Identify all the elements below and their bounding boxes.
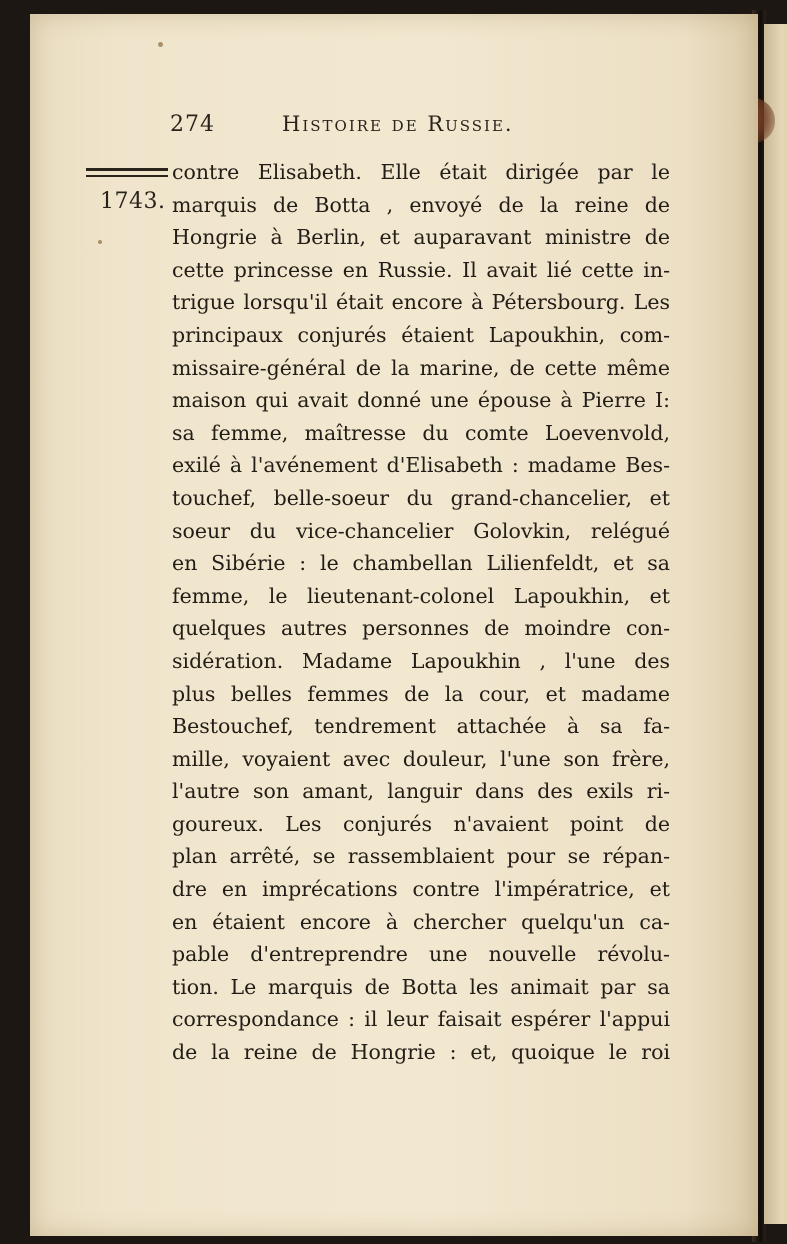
text-line: contre Elisabeth. Elle était dirigée par le (172, 160, 670, 184)
running-title: Histoire de Russie. (282, 112, 514, 136)
text-line: l'autre son amant, languir dans des exils ri- (172, 779, 670, 804)
text-line: maison qui avait donné une épouse à Pierre I: (172, 388, 670, 413)
text-line: cette princesse en Russie. Il avait lié cette in- (172, 257, 670, 282)
text-line: en Sibérie : le chambellan Lilienfeldt, et sa (172, 551, 670, 576)
text-line: trigue lorsqu'il était encore à Pétersbourg. Les (172, 290, 670, 315)
text-line: femme, le lieutenant-colonel Lapoukhin, et (172, 583, 670, 608)
body-text (172, 156, 670, 1069)
text-line: sa femme, maîtresse du comte Loevenvold, (172, 420, 670, 445)
text-line: marquis de Botta , envoyé de la reine de (172, 192, 670, 217)
text-line: exilé à l'avénement d'Elisabeth : madame Bes- (172, 453, 670, 478)
next-page-edge (764, 24, 787, 1224)
text-line: missaire-général de la marine, de cette même (172, 355, 670, 380)
text-line: plan arrêté, se rassemblaient pour se répan- (172, 844, 670, 869)
text-line: de la reine de Hongrie : et, quoique le roi (172, 1040, 670, 1065)
text-line: Bestouchef, tendrement attachée à sa fa- (172, 714, 670, 739)
text-line: mille, voyaient avec douleur, l'une son frère, (172, 746, 670, 771)
text-line: dre en imprécations contre l'impératrice, et (172, 877, 670, 902)
margin-rule (86, 168, 168, 171)
text-line: pable d'entreprendre une nouvelle révolu- (172, 942, 670, 967)
page-header (170, 112, 570, 142)
paper-speck (158, 42, 163, 47)
text-line: en étaient encore à chercher quelqu'un ca- (172, 909, 670, 934)
text-line: sidération. Madame Lapoukhin , l'une des (172, 648, 670, 673)
text-line: soeur du vice-chancelier Golovkin, relégué (172, 518, 670, 543)
margin-rule (86, 175, 168, 177)
text-line: quelques autres personnes de moindre con- (172, 616, 670, 641)
page-number: 274 (170, 112, 215, 137)
paper-speck (98, 240, 102, 244)
text-line: correspondance : il leur faisait espérer l'appui (172, 1007, 670, 1032)
margin-year: 1743. (100, 189, 166, 214)
text-line: plus belles femmes de la cour, et madame (172, 681, 670, 706)
text-line: principaux conjurés étaient Lapoukhin, com- (172, 322, 670, 347)
text-line: tion. Le marquis de Botta les animait par sa (172, 974, 670, 999)
text-line: goureux. Les conjurés n'avaient point de (172, 811, 670, 836)
text-line: touchef, belle-soeur du grand-chancelier, et (172, 485, 670, 510)
text-line: Hongrie à Berlin, et auparavant ministre de (172, 225, 670, 250)
